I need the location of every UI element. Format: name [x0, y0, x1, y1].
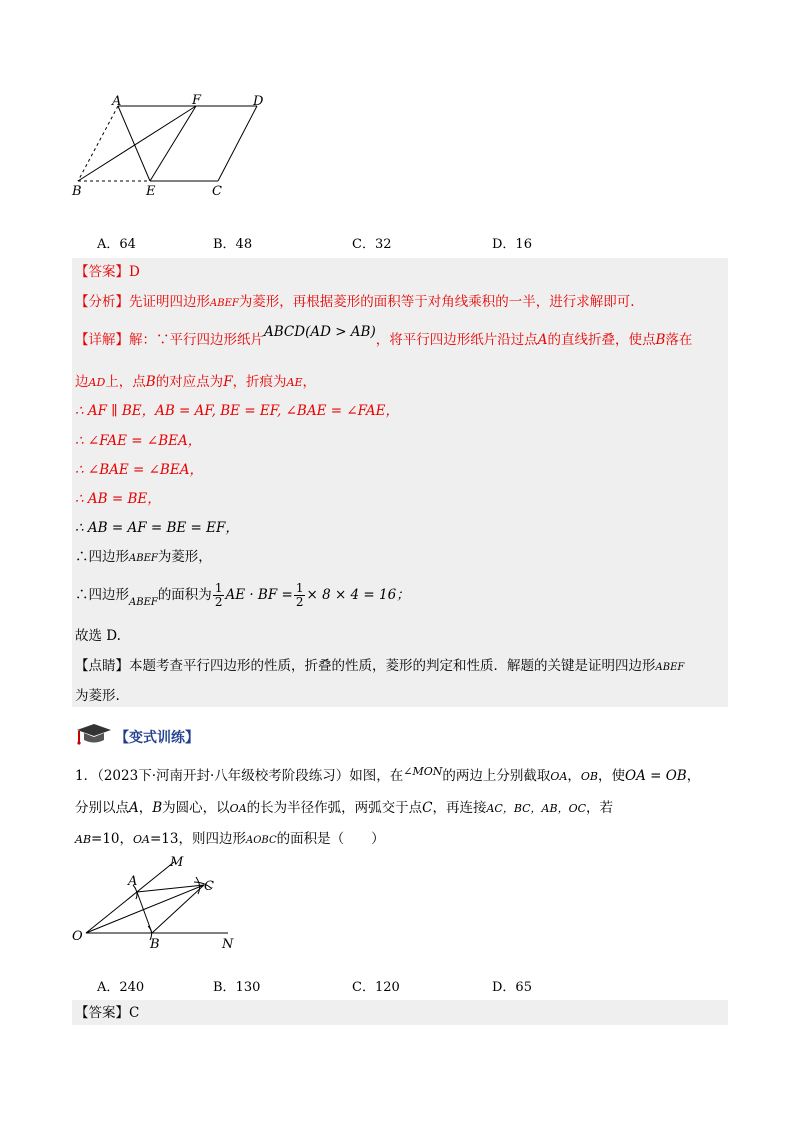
q2-l1-OB: OB [580, 770, 598, 783]
answer-line-1 [75, 263, 140, 281]
label-C: C [212, 184, 222, 199]
detail-line1-math: ABCD(AD > AB) [264, 324, 376, 340]
comment-line-1 [75, 657, 684, 677]
detail-line1-post3: 落在 [665, 332, 693, 348]
frac2-den: 2 [295, 595, 304, 609]
analysis-tag: 【分析】 [75, 294, 129, 310]
detail-line2-B: B [145, 374, 156, 390]
detail-step-2: ∴ ∠FAE = ∠BEA， [75, 433, 202, 449]
q2-number: 1． [75, 768, 98, 784]
q2-l2-sep: ， [138, 800, 153, 816]
detail-line2-end: ， [302, 374, 317, 390]
detail-line2-AD: AD [88, 376, 106, 389]
answer2-tag: 【答案】 [75, 1005, 129, 1021]
q2-l3-shape: AOBC [246, 835, 277, 846]
q2-l2-list: AC，BC，AB，OC [486, 802, 587, 815]
segment-BC [152, 885, 204, 933]
label-A: A [112, 94, 122, 109]
detail-conclusion: 故选 D. [75, 628, 121, 644]
fraction-half-2 [294, 582, 306, 609]
detail-step-7 [75, 580, 410, 610]
segment-BF [78, 106, 196, 181]
question2-line-3 [75, 830, 385, 850]
option-a[interactable]: A．64 [97, 237, 136, 252]
question2-line-2 [75, 799, 613, 818]
q2-l1-OA: OA [550, 770, 568, 783]
answer-panel-2 [72, 1000, 728, 1025]
q2-l2-B: B [152, 800, 163, 816]
answer-value: D [129, 264, 140, 280]
step7-expr1: AE · BF = [225, 587, 293, 603]
label-O: O [72, 929, 83, 944]
detail-line-2 [75, 373, 316, 392]
option-d[interactable]: D．16 [492, 237, 532, 252]
label-A2: A [128, 874, 138, 889]
frac1-num: 1 [214, 581, 223, 595]
step6-shape: ABEF [129, 553, 158, 564]
option2-b[interactable]: B．130 [213, 980, 261, 995]
comment-text: 本题考查平行四边形的性质，折叠的性质，菱形的判定和性质．解题的关键是证明四边形 [129, 658, 656, 674]
detail-line1-post2: 的直线折叠，使点 [547, 332, 656, 348]
figure-parallelogram [60, 88, 280, 203]
answer2-value: C [129, 1005, 140, 1021]
q2-l1-pre: （2023下·河南开封·八年级校考阶段练习）如图，在 [97, 768, 404, 784]
option2-a[interactable]: A．240 [97, 980, 145, 995]
option-c[interactable]: C．32 [352, 237, 392, 252]
detail-step-4: ∴ AB = BE， [75, 491, 161, 507]
label-B2: B [150, 937, 160, 952]
frac2-num: 1 [295, 581, 304, 595]
detail-step-3: ∴ ∠BAE = ∠BEA， [75, 462, 203, 478]
step7-mid: 的面积为 [157, 587, 212, 603]
edge-AB-dashed [78, 106, 118, 181]
step6-post: 为菱形， [157, 549, 212, 565]
ray-OM [86, 862, 174, 933]
option2-c[interactable]: C．120 [352, 980, 400, 995]
step6-pre: ∴四边形 [75, 549, 129, 565]
q2-angle: ∠MON [403, 765, 443, 778]
label-E: E [146, 184, 156, 199]
q2-l2-mid3: ，再连接 [432, 800, 487, 816]
answer-panel-1 [72, 258, 728, 707]
detail-line2-mid3: ，折痕为 [232, 374, 287, 390]
detail-tag: 【详解】 [75, 332, 129, 348]
option2-d[interactable]: D．65 [492, 980, 532, 995]
q2-l2-pre: 分别以点 [75, 800, 129, 816]
q2-l1-end: ， [686, 768, 701, 784]
q2-l2-OA: OA [229, 802, 247, 815]
label-B: B [72, 184, 82, 199]
q2-l1-mid: 的两边上分别截取 [442, 768, 551, 784]
step7-pre: ∴四边形 [75, 587, 129, 603]
q2-l2-A: A [129, 800, 139, 816]
edge-DC [218, 106, 257, 181]
segment-OC [86, 885, 204, 933]
comment-line-2: 为菱形. [75, 688, 120, 704]
segment-AB [137, 892, 152, 933]
detail-line2-mid2: 的对应点为 [155, 374, 224, 390]
q2-l2-mid: 为圆心，以 [162, 800, 230, 816]
figure-rhombus-AOBC [66, 852, 246, 952]
q2-l2-mid2: 的长为半径作弧，两弧交于点 [246, 800, 423, 816]
q2-l3-OA: OA [133, 833, 150, 846]
answer-tag: 【答案】 [75, 264, 129, 280]
q2-l1-sep: ， [567, 768, 581, 784]
detail-step-5: ∴ AB = AF = BE = EF， [75, 520, 239, 536]
answer2-line [75, 1004, 139, 1022]
step7-expr2: × 8 × 4 = 16； [306, 587, 410, 603]
comment-shape: ABEF [655, 662, 685, 673]
detail-step-6 [75, 548, 212, 568]
q2-l3-end: 的面积是（ ） [276, 831, 385, 847]
q2-l2-end: ，若 [586, 800, 614, 816]
section-title: 【变式训练】 [115, 730, 199, 746]
label-N: N [222, 937, 234, 952]
q2-l1-mid2: ，使 [598, 768, 625, 784]
detail-line2-pre: 边 [75, 374, 89, 390]
detail-line2-F: F [223, 374, 233, 390]
detail-line2-mid: 上，点 [105, 374, 146, 390]
q2-l1-eq: OA = OB [625, 768, 687, 784]
q2-l3-val2: =13，则四边形 [150, 831, 246, 847]
detail-line2-AE: AE [286, 376, 303, 389]
graduation-cap-icon [74, 722, 112, 746]
segment-FE [150, 106, 196, 181]
option-b[interactable]: B．48 [213, 237, 253, 252]
fraction-half-1 [213, 582, 225, 609]
detail-line1-post: ，将平行四边形纸片沿过点 [375, 332, 538, 348]
analysis-text-post: 为菱形，再根据菱形的面积等于对角线乘积的一半，进行求解即可. [238, 294, 635, 310]
q2-l3-AB: AB [75, 833, 92, 846]
question2-line-1 [75, 767, 700, 786]
step7-shape: ABEF [129, 597, 158, 608]
label-F: F [192, 93, 202, 108]
analysis-line [75, 293, 635, 313]
q2-l3-val1: =10， [91, 831, 134, 847]
segment-AE [118, 106, 150, 181]
label-M: M [170, 855, 184, 870]
label-D: D [253, 94, 264, 109]
detail-point-A: A [537, 332, 548, 348]
segment-AC [137, 885, 204, 892]
analysis-shape: ABEF [210, 298, 239, 309]
frac1-den: 2 [214, 595, 223, 609]
detail-line1-pre: 解：∵平行四边形纸片 [129, 332, 264, 348]
label-C2: C [204, 879, 214, 894]
q2-l2-C: C [422, 800, 433, 816]
detail-step-1: ∴ AF ∥ BE，AB = AF, BE = EF, ∠BAE = ∠FAE， [75, 403, 399, 419]
detail-point-B: B [655, 332, 666, 348]
analysis-text-pre: 先证明四边形 [129, 294, 210, 310]
detail-line-1 [75, 324, 693, 349]
comment-tag: 【点睛】 [75, 658, 129, 674]
